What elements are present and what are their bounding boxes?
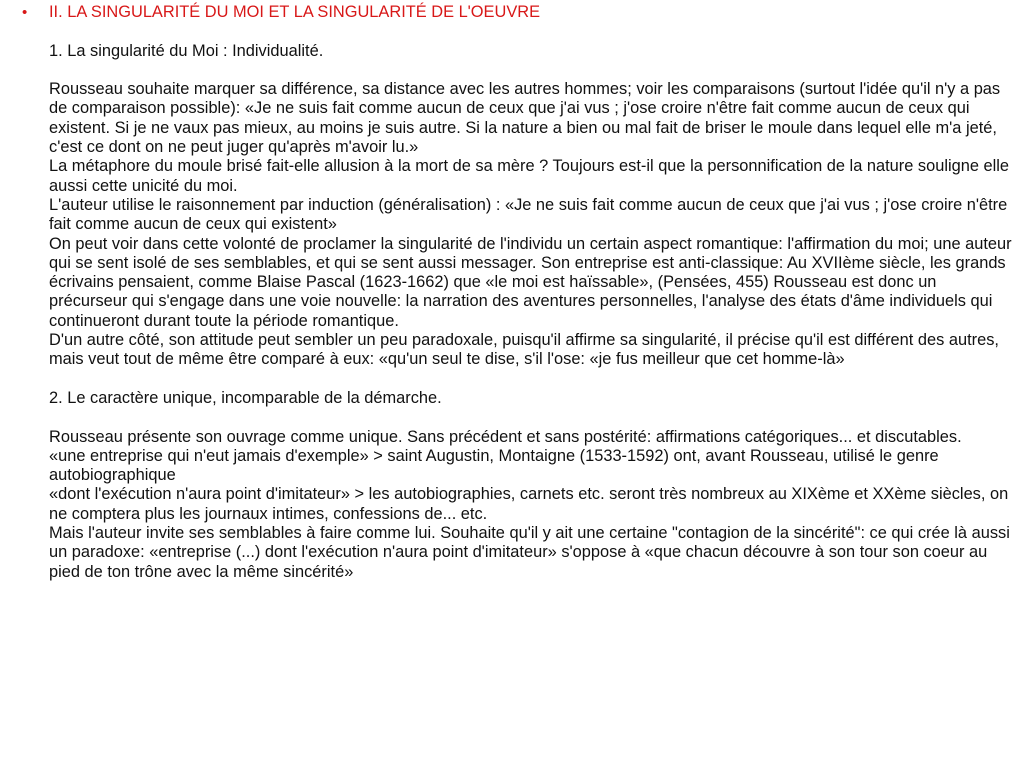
section-2-paragraph-1: Rousseau présente son ouvrage comme unique. Sans précédent et sans postérité: affirmations catégoriques... et discutables. — [49, 427, 962, 446]
section-2-paragraph-2: «une entreprise qui n'eut jamais d'exemple» > saint Augustin, Montaigne (1533-1592) ont, avant Rousseau, utilisé le genre autobiographique — [49, 446, 939, 485]
spacer — [49, 61, 1018, 80]
section-2-paragraph-3: «dont l'exécution n'aura point d'imitateur» > les autobiographies, carnets etc. seront très nombreux au XIXème et XXème siècles, on ne comptera plus les journaux intimes, confessions de... etc. — [49, 485, 1009, 523]
slide-title: II. LA SINGULARITÉ DU MOI ET LA SINGULARITÉ DE L'OEUVRE — [49, 3, 541, 21]
section-1-heading: 1. La singularité du Moi : Individualité. — [49, 41, 324, 60]
slide — [0, 3, 1024, 768]
spacer — [49, 370, 1018, 389]
section-1-paragraph-3: L'auteur utilise le raisonnement par induction (généralisation) : «Je ne suis fait comme aucun de ceux que j'ai vus ; j'ose croire n'être fait comme aucun de ceux qui existent» — [49, 195, 1008, 234]
bullet-item — [22, 3, 1018, 582]
section-2-heading: 2. Le caractère unique, incomparable de la démarche. — [49, 388, 442, 407]
bullet-icon: • — [22, 4, 28, 21]
spacer — [49, 408, 1018, 427]
section-1-paragraph-2: La métaphore du moule brisé fait-elle allusion à la mort de sa mère ? Toujours est-il que la personnification de la nature souligne elle aussi cette unicité du moi. — [49, 157, 1010, 195]
spacer — [49, 22, 1018, 41]
section-1-paragraph-1: Rousseau souhaite marquer sa différence, sa distance avec les autres hommes; voir les comparaisons (surtout l'idée qu'il n'y a pas de comparaison possible): «Je ne suis fait comme aucun de ceux que j'ai vus ; j'ose croire n'être fait comme aucun de ceux qui existent. Si je ne vaux pas mieux, au moins je suis autre. Si la nature a bien ou mal fait de briser le moule dans lequel elle m'a jeté, c'est ce dont on ne peut juger qu'après m'avoir lu.» — [49, 80, 1001, 157]
section-1-paragraph-4: On peut voir dans cette volonté de proclamer la singularité de l'individu un certain aspect romantique: l'affirmation du moi; une auteur qui se sent isolé de ses semblables, et qui se sent aussi messager. Son entreprise est anti-classique: Au XVIIème siècle, les grands écrivains pensaient, comme Blaise Pascal (1623-1662) que «le moi est haïssable», (Pensées, 455) Rousseau est donc un précurseur qui s'engage dans une voie nouvelle: la narration des aventures personnelles, l'analyse des états d'âme individuels qui continueront durant toute la période romantique. — [49, 234, 1012, 330]
section-2-paragraph-4: Mais l'auteur invite ses semblables à faire comme lui. Souhaite qu'il y ait une certaine "contagion de la sincérité": ce qui crée là aussi un paradoxe: «entreprise (...) dont l'exécution n'aura point d'imitateur» s'oppose à «que chacun découvre à son tour son coeur au pied de ton trône avec la même sincérité» — [49, 524, 1010, 581]
section-1-paragraph-5: D'un autre côté, son attitude peut sembler un peu paradoxale, puisqu'il affirme sa singularité, il précise qu'il est différent des autres, mais veut tout de même être comparé à eux: «qu'un seul te dise, s'il l'ose: «je fus meilleur que cet homme-là» — [49, 331, 999, 369]
slide-content — [49, 3, 1018, 582]
